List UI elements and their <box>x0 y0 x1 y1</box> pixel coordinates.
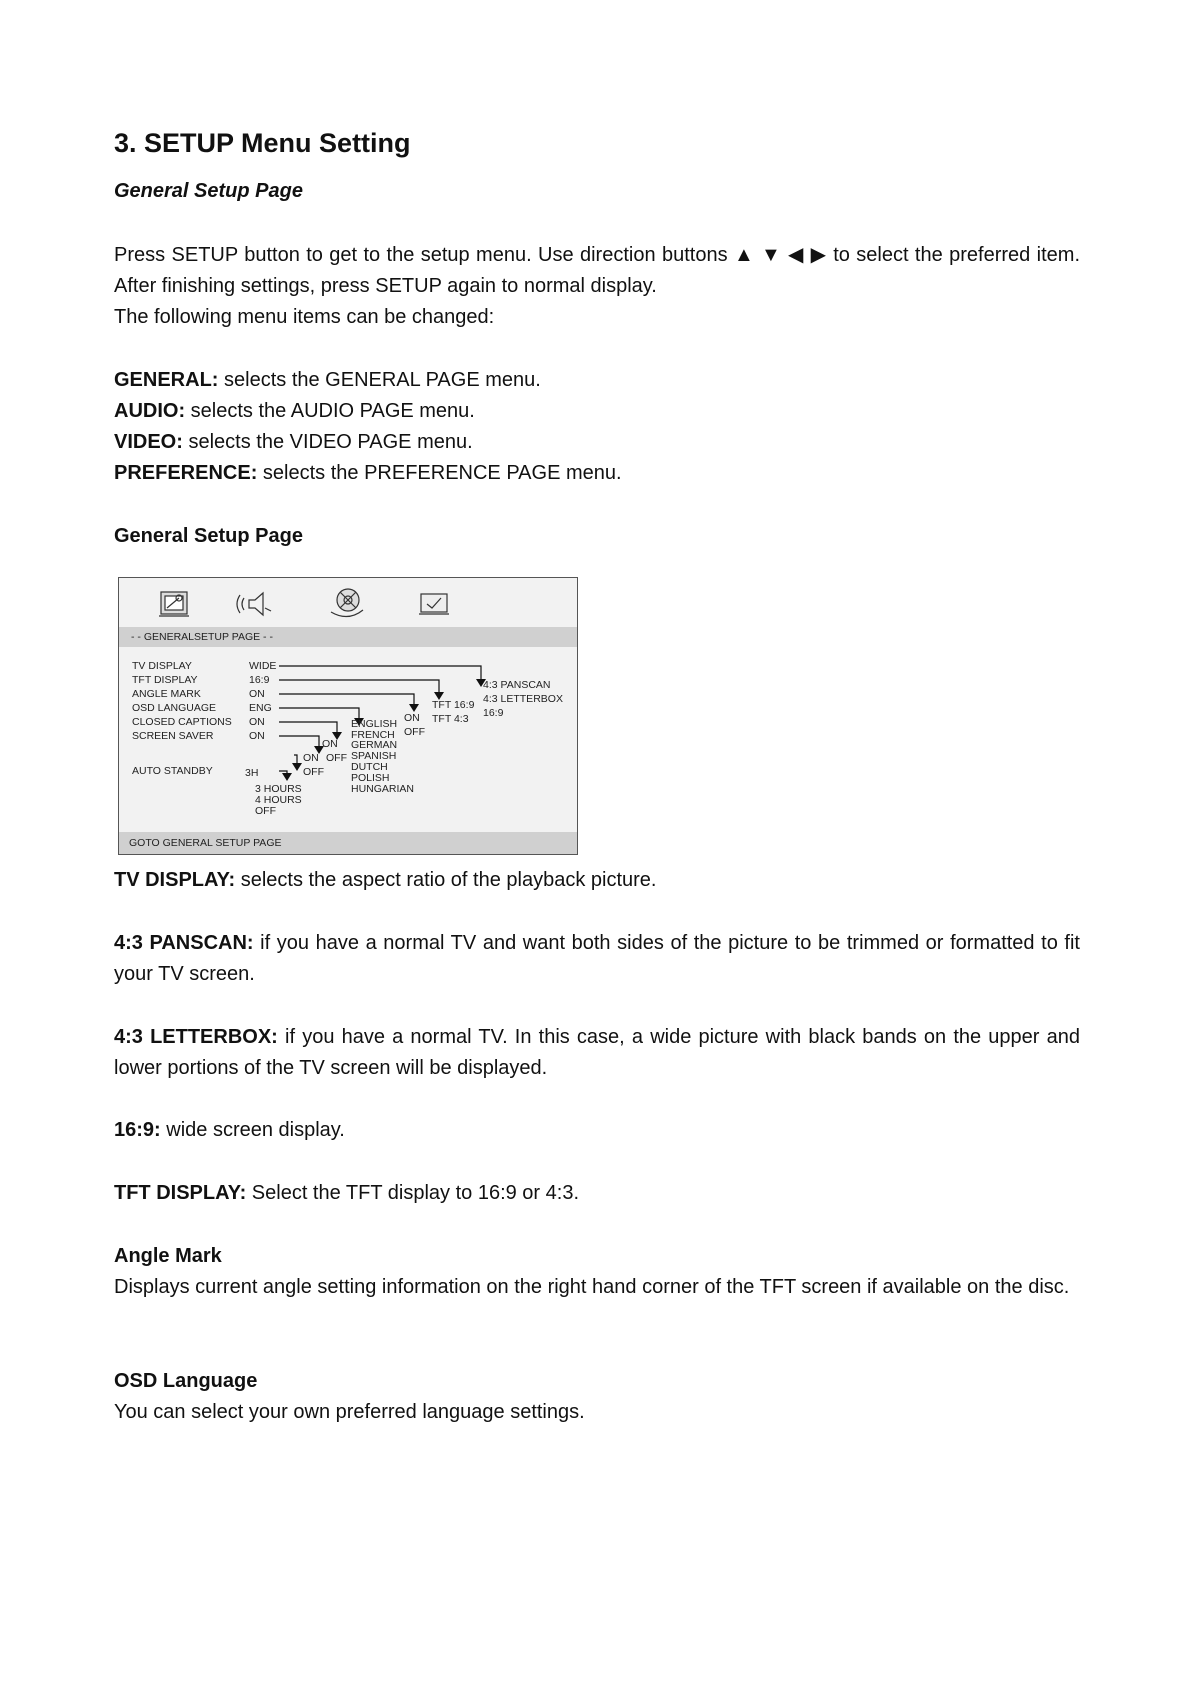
osd-language-section <box>114 1366 1080 1428</box>
osd-language-text: You can select your own preferred language settings. <box>114 1401 585 1423</box>
menu-item-general: GENERAL: selects the GENERAL PAGE menu. <box>114 369 541 391</box>
language-option: FRENCH <box>351 729 395 741</box>
preference-setup-icon <box>419 594 449 614</box>
language-option: ENGLISH <box>351 718 398 730</box>
tv-option: 4:3 PANSCAN <box>483 679 551 691</box>
desc-tv-display: TV DISPLAY: selects the aspect ratio of the playback picture. <box>114 869 657 891</box>
angle-mark-title: Angle Mark <box>114 1245 222 1267</box>
row-value: ON <box>249 688 265 700</box>
row-label: ANGLE MARK <box>132 688 201 700</box>
intro-paragraph <box>114 240 1080 333</box>
ss-off-option: OFF <box>303 766 324 778</box>
row-label: TV DISPLAY <box>132 660 192 672</box>
angle-on-option: ON <box>404 712 420 724</box>
language-option: GERMAN <box>351 739 398 751</box>
row-value: 16:9 <box>249 674 270 686</box>
tv-option: 4:3 LETTERBOX <box>483 693 563 705</box>
row-label: OSD LANGUAGE <box>132 702 217 714</box>
desc-tft: TFT DISPLAY: Select the TFT display to 16:9 or 4:3. <box>114 1182 580 1204</box>
row-value: ON <box>249 730 265 742</box>
video-setup-icon <box>331 589 363 617</box>
desc-panscan: 4:3 PANSCAN: if you have a normal TV and want both sides of the picture to be trimmed or formatted to fit your TV screen. <box>114 932 1080 985</box>
angle-off-option: OFF <box>404 726 425 738</box>
figure-footer: GOTO GENERAL SETUP PAGE <box>129 837 282 849</box>
row-value: ON <box>249 716 265 728</box>
cc-off-option: OFF <box>326 752 347 764</box>
intro-text: Press SETUP button to get to the setup menu. Use direction buttons ▲ ▼ ◀ ▶ to select the preferred item. After finishing settings, press SETUP again to normal display. <box>114 244 1080 297</box>
osd-language-title: OSD Language <box>114 1370 258 1392</box>
language-option: DUTCH <box>351 761 388 773</box>
row-label: CLOSED CAPTIONS <box>132 716 232 728</box>
auto-standby-label: AUTO STANDBY <box>132 765 213 777</box>
row-label: SCREEN SAVER <box>132 730 214 742</box>
intro-text-2: The following menu items can be changed: <box>114 306 495 328</box>
page-title: 3. SETUP Menu Setting <box>114 128 411 158</box>
standby-option: 4 HOURS <box>255 794 302 806</box>
setup-menu-figure <box>118 577 578 855</box>
angle-mark-text: Displays current angle setting information on the right hand corner of the TFT screen if available on the disc. <box>114 1276 1070 1298</box>
tft-option: TFT 4:3 <box>432 713 469 725</box>
audio-setup-icon <box>237 593 271 615</box>
language-option: HUNGARIAN <box>351 783 415 795</box>
tft-option: TFT 16:9 <box>432 699 475 711</box>
menu-item-list <box>114 365 622 489</box>
desc-wide: 16:9: wide screen display. <box>114 1119 345 1141</box>
menu-item-preference: PREFERENCE: selects the PREFERENCE PAGE menu. <box>114 462 622 484</box>
cc-on-option: ON <box>322 738 338 750</box>
tv-option: 16:9 <box>483 707 504 719</box>
menu-item-audio: AUDIO: selects the AUDIO PAGE menu. <box>114 400 475 422</box>
row-label: TFT DISPLAY <box>132 674 198 686</box>
menu-item-video: VIDEO: selects the VIDEO PAGE menu. <box>114 431 473 453</box>
standby-option: OFF <box>255 805 276 817</box>
angle-mark-section <box>114 1241 1080 1303</box>
ss-on-option: ON <box>303 752 319 764</box>
auto-standby-value: 3H <box>245 767 259 779</box>
general-setup-icon <box>159 592 189 616</box>
section-subtitle: General Setup Page <box>114 180 303 202</box>
figure-header: - - GENERALSETUP PAGE - - <box>131 631 273 643</box>
standby-option: 3 HOURS <box>255 783 302 795</box>
desc-letterbox: 4:3 LETTERBOX: if you have a normal TV. In this case, a wide picture with black bands on the upper and lower portions of the TV screen will be displayed. <box>114 1026 1080 1079</box>
language-option: SPANISH <box>351 750 397 762</box>
language-option: POLISH <box>351 772 390 784</box>
row-value: ENG <box>249 702 272 714</box>
row-value: WIDE <box>249 660 277 672</box>
figure-title: General Setup Page <box>114 525 303 547</box>
